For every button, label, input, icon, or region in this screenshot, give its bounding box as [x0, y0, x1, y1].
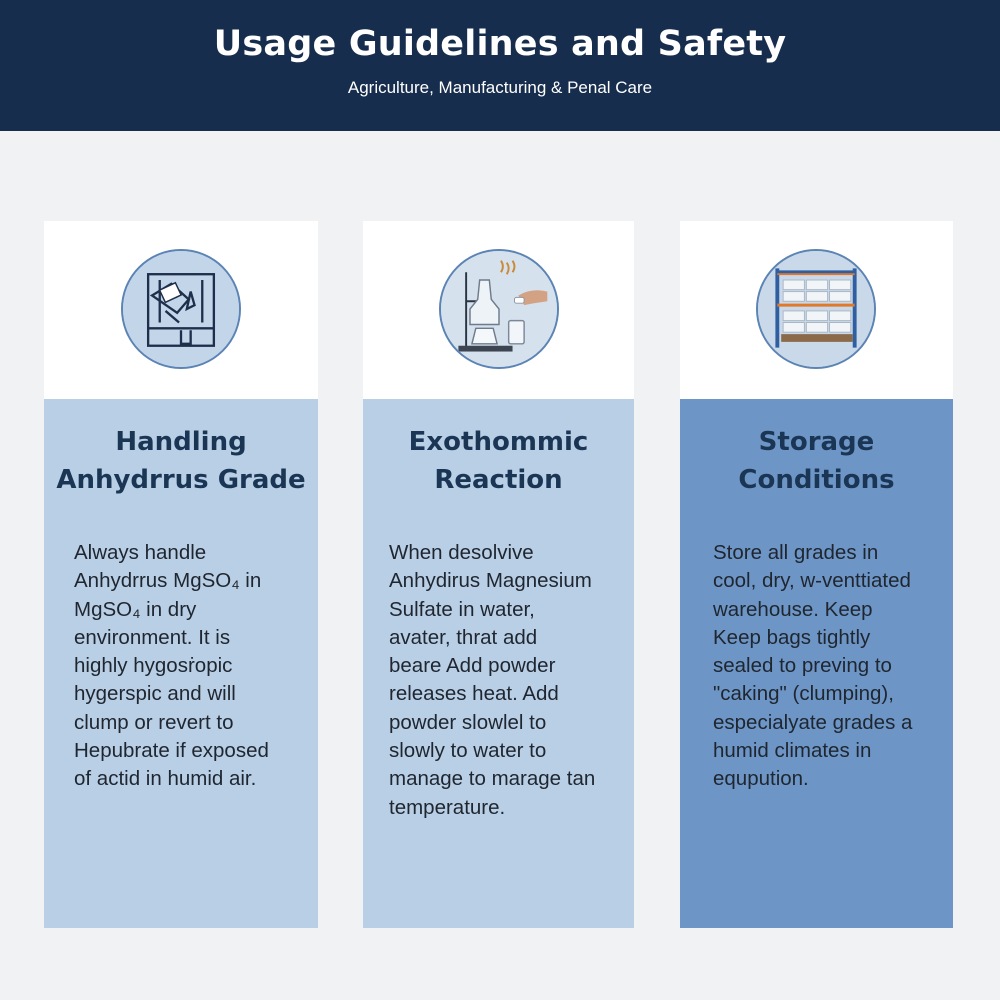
- description-line: warehouse. Keep: [713, 597, 873, 621]
- description-line: equpution.: [713, 767, 809, 791]
- description-line: of actid in humid air.: [74, 767, 257, 791]
- description-line: When desolvive: [389, 541, 534, 564]
- description-line: releases heat. Add: [389, 682, 559, 706]
- description-line: Store all grades in: [713, 541, 879, 564]
- description-line: Keep bags tightly: [713, 625, 871, 649]
- card-title-line: Anhydrrus Grade: [56, 465, 306, 495]
- card-title: [44, 423, 318, 499]
- description-line: Anhydirus Magnesium: [389, 569, 592, 593]
- card-title-line: Exothommic: [408, 427, 589, 457]
- description-line: Anhydrrus MgSO₄ in: [74, 569, 262, 593]
- description-line: Sulfate in water,: [389, 597, 535, 621]
- description-line: humid climates in: [713, 739, 872, 763]
- description-line: sealed to preving to: [713, 654, 892, 678]
- card-description: [74, 539, 304, 794]
- card-title-line: Handling: [115, 427, 247, 457]
- card-exothermic: [363, 221, 634, 928]
- description-line: hygerspic and will: [74, 682, 236, 706]
- description-line: avater, thrat add: [389, 625, 538, 649]
- card-description: [389, 539, 620, 822]
- card-icon-area: [680, 221, 953, 399]
- description-line: temperature.: [389, 795, 506, 819]
- card-title-line: Storage: [758, 427, 875, 457]
- description-line: Always handle: [74, 541, 207, 564]
- card-handling: [44, 221, 318, 928]
- card-storage: [680, 221, 953, 928]
- card-body: [44, 399, 318, 928]
- page-header: [0, 0, 1000, 131]
- description-line: slowly to water to: [389, 739, 547, 763]
- card-icon-area: [363, 221, 634, 399]
- card-body: [363, 399, 634, 928]
- card-icon-area: [44, 221, 318, 399]
- description-line: beare Add powder: [389, 654, 556, 678]
- description-line: clump or revert to: [74, 710, 234, 734]
- description-line: powder slowlel to: [389, 710, 547, 734]
- page-title: Usage Guidelines and Safety: [213, 24, 787, 64]
- description-line: manage to marage tan: [389, 767, 596, 791]
- description-line: highly hygosṙopic: [74, 654, 233, 678]
- description-line: MgSO₄ in dry: [74, 597, 197, 621]
- description-line: cool, dry, w-venttiated: [713, 569, 911, 593]
- description-line: "caking" (clumping),: [713, 682, 894, 706]
- glovebox-handling-icon: [121, 249, 241, 369]
- warehouse-pallet-icon: [756, 249, 876, 369]
- card-description: [713, 539, 939, 794]
- description-line: Hepubrate if exposed: [74, 739, 269, 763]
- card-title-line: Conditions: [738, 465, 895, 495]
- description-line: especialyate grades a: [713, 710, 913, 734]
- lab-apparatus-icon: [439, 249, 559, 369]
- card-title-line: Reaction: [434, 465, 563, 495]
- page-subtitle: Agriculture, Manufacturing & Penal Care: [347, 78, 653, 97]
- card-title: [680, 423, 953, 499]
- description-line: environment. It is: [74, 625, 231, 649]
- card-body: [680, 399, 953, 928]
- card-title: [363, 423, 634, 499]
